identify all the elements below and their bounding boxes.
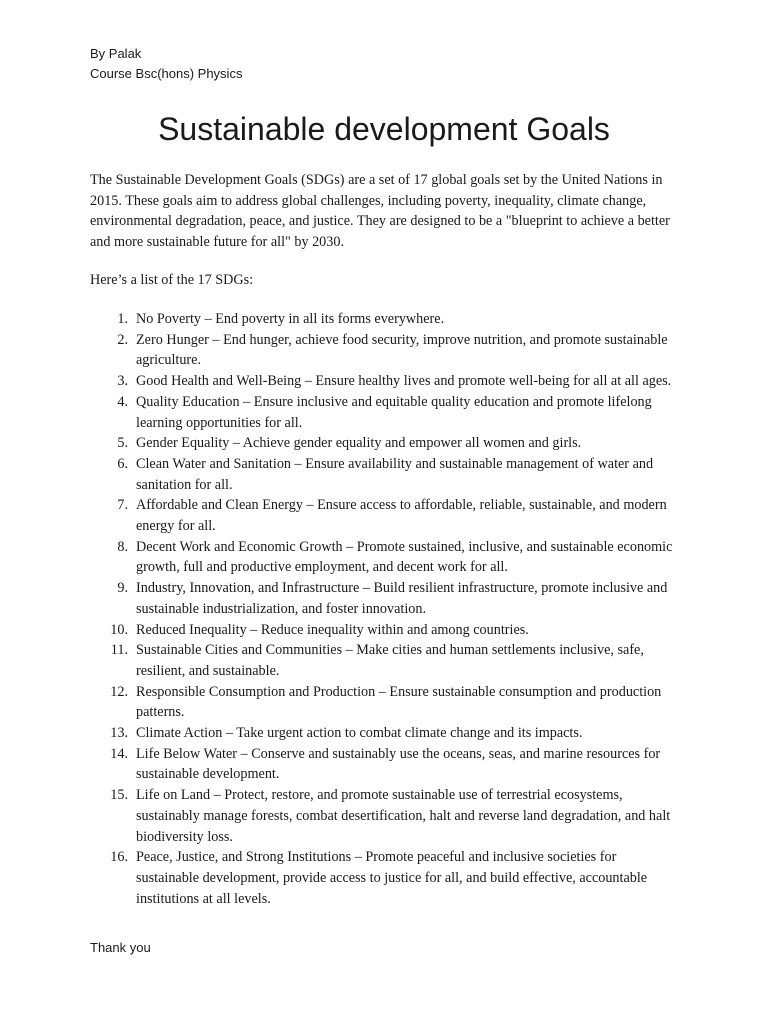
list-item-number: 14. [110, 745, 128, 762]
list-item [90, 640, 682, 681]
intro-paragraph: The Sustainable Development Goals (SDGs) are a set of 17 global goals set by the United Nations in 2015. These goals aim to address global challenges, including poverty, inequality, climate change, environmental degradation, peace, and justice. They are designed to be a "blueprint to achieve a better and more sustainable future for all" by 2030. [90, 172, 670, 251]
list-item [90, 433, 682, 454]
page-title: Sustainable development Goals [158, 111, 610, 147]
list-item-number: 15. [110, 787, 128, 804]
list-item-number: 5. [117, 435, 128, 452]
list-item [90, 578, 682, 619]
list-item [90, 392, 682, 433]
list-item-text: Climate Action – Take urgent action to combat climate change and its impacts. [136, 725, 583, 742]
list-item [90, 454, 682, 495]
list-item-number: 9. [117, 580, 128, 597]
list-item-number: 7. [117, 497, 128, 514]
list-item [90, 682, 682, 723]
list-item-number: 6. [117, 455, 128, 472]
list-item [90, 309, 682, 330]
list-item-number: 11. [110, 642, 128, 659]
list-item-number: 3. [117, 373, 128, 390]
author-line: By Palak [90, 46, 142, 61]
list-item-number: 10. [110, 621, 128, 638]
list-item-text: Clean Water and Sanitation – Ensure availability and sustainable management of water and sanitation for all. [136, 455, 654, 493]
author-block [90, 44, 242, 84]
list-heading: Here’s a list of the 17 SDGs: [90, 272, 254, 288]
list-item [90, 537, 682, 578]
list-item-text: Life on Land – Protect, restore, and promote sustainable use of terrestrial ecosystems, sustainably manage forests, combat desertification, halt and reverse land degradation, and halt biodiversity loss. [136, 787, 671, 845]
list-item-text: Industry, Innovation, and Infrastructure – Build resilient infrastructure, promote inclusive and sustainable industrialization, and foster innovation. [136, 580, 668, 617]
list-item-text: Decent Work and Economic Growth – Promote sustained, inclusive, and sustainable economic growth, full and productive employment, and decent work for all. [136, 538, 673, 576]
list-item-text: Peace, Justice, and Strong Institutions – Promote peaceful and inclusive societies for sustainable development, provide access to justice for all, and build effective, accountable institutions at all levels. [136, 849, 648, 907]
list-item [90, 744, 682, 785]
list-item-text: Affordable and Clean Energy – Ensure access to affordable, reliable, sustainable, and modern energy for all. [136, 497, 667, 535]
list-item [90, 620, 682, 641]
list-item [90, 495, 682, 536]
list-item-text: Reduced Inequality – Reduce inequality within and among countries. [136, 621, 529, 638]
list-item-number: 2. [117, 331, 128, 348]
list-item-text: No Poverty – End poverty in all its forms everywhere. [136, 311, 445, 327]
list-item-number: 13. [110, 725, 128, 742]
list-item-text: Gender Equality – Achieve gender equality and empower all women and girls. [136, 435, 582, 452]
list-item [90, 330, 682, 371]
list-item-number: 4. [117, 393, 128, 410]
list-item [90, 847, 682, 909]
list-item-text: Zero Hunger – End hunger, achieve food security, improve nutrition, and promote sustainable agriculture. [136, 331, 668, 369]
list-item-number: 1. [117, 311, 128, 327]
list-item-text: Life Below Water – Conserve and sustainably use the oceans, seas, and marine resources for sustainable development. [136, 745, 661, 783]
list-item [90, 785, 682, 847]
closing-text: Thank you [90, 940, 151, 955]
list-item-text: Sustainable Cities and Communities – Make cities and human settlements inclusive, safe, resilient, and sustainable. [136, 642, 644, 679]
list-item [90, 723, 682, 744]
list-item-text: Good Health and Well-Being – Ensure healthy lives and promote well-being for all at all ages. [136, 373, 672, 390]
list-item-text: Quality Education – Ensure inclusive and equitable quality education and promote lifelong learning opportunities for all. [136, 393, 652, 431]
list-item [90, 371, 682, 392]
list-item-number: 8. [117, 538, 128, 555]
course-line: Course Bsc(hons) Physics [90, 66, 243, 81]
list-item-text: Responsible Consumption and Production – Ensure sustainable consumption and production patterns. [136, 683, 662, 721]
list-item-number: 16. [110, 849, 128, 866]
goals-list [90, 309, 682, 909]
list-item-number: 12. [110, 683, 128, 700]
